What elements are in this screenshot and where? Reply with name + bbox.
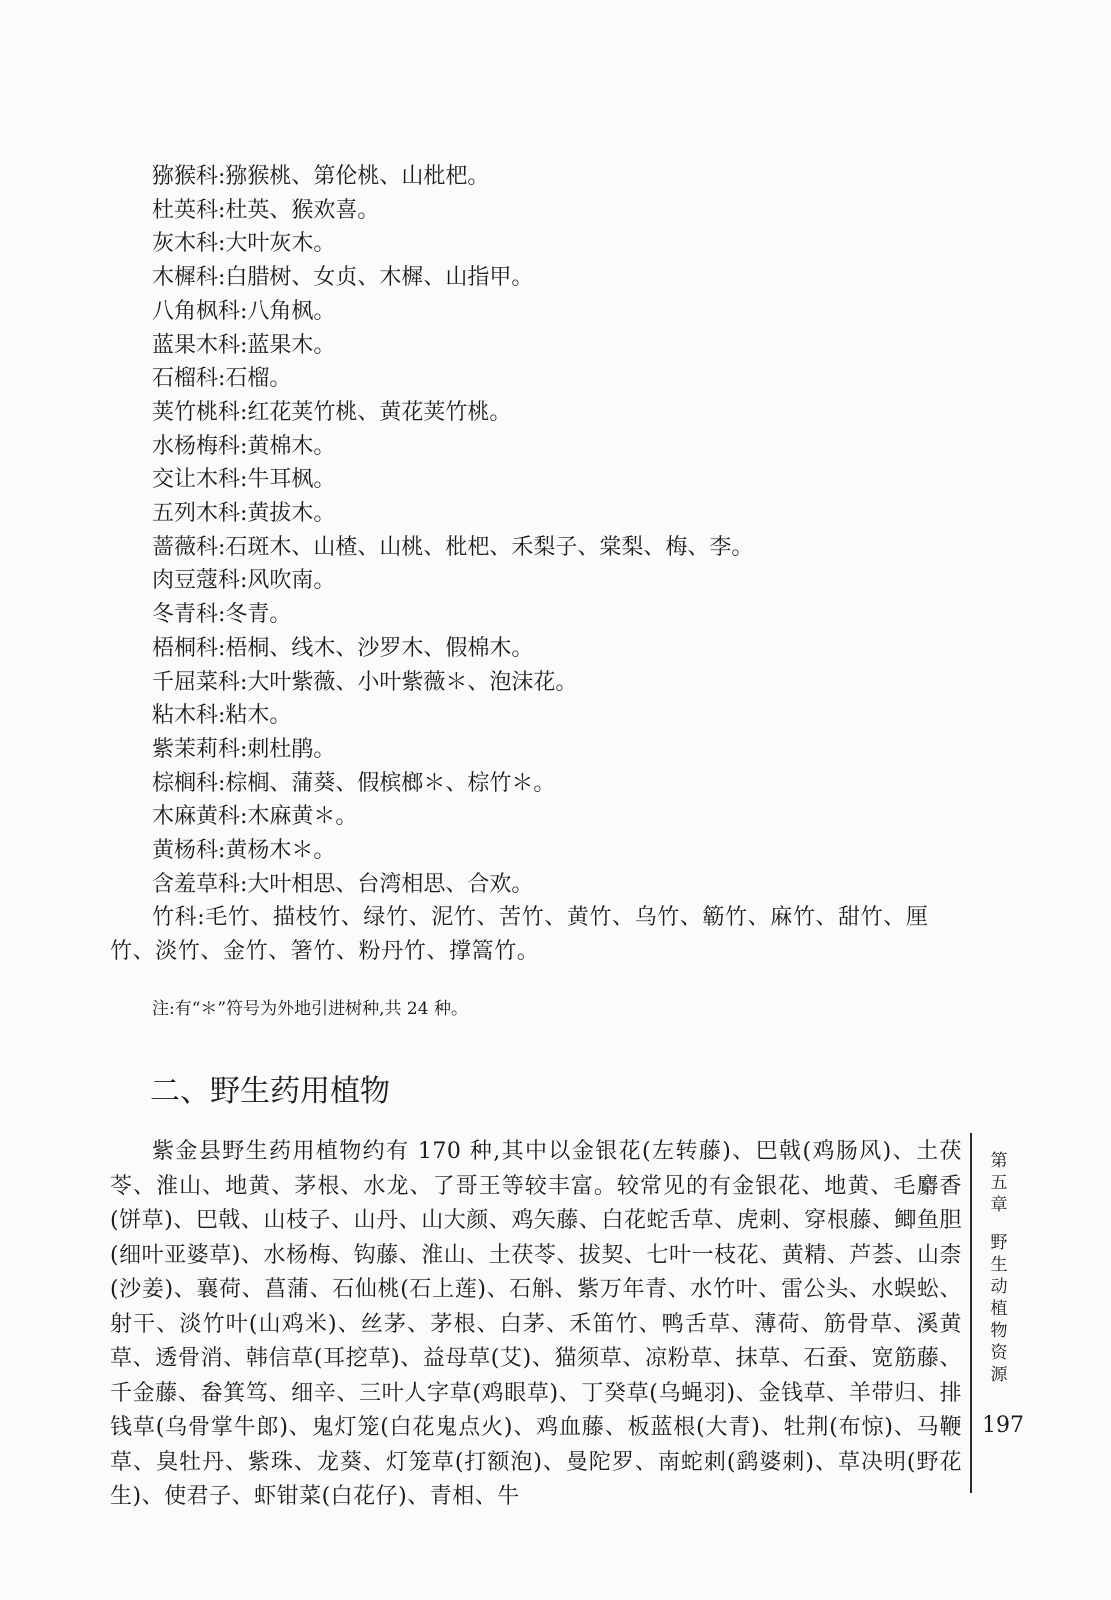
running-head-char: 生 — [990, 1255, 1008, 1275]
family-line: 灰木科:大叶灰木。 — [152, 231, 336, 257]
running-head-char: 源 — [990, 1365, 1008, 1385]
family-line: 荚竹桃科:红花荚竹桃、黄花荚竹桃。 — [152, 399, 512, 425]
running-head-char: 五 — [990, 1173, 1008, 1193]
running-head-char: 野 — [990, 1233, 1008, 1253]
running-head-char: 资 — [990, 1343, 1008, 1363]
chapter-title — [988, 1232, 1010, 1386]
footnote: 注:有“＊”符号为外地引进树种,共 24 种。 — [152, 999, 468, 1019]
family-line: 黄杨科:黄杨木＊。 — [152, 838, 336, 864]
family-line: 千屈菜科:大叶紫薇、小叶紫薇＊、泡沫花。 — [152, 669, 578, 695]
family-line: 棕榈科:棕榈、蒲葵、假槟榔＊、棕竹＊。 — [152, 770, 556, 796]
chapter-label — [988, 1150, 1010, 1216]
family-line: 肉豆蔻科:风吹南。 — [152, 568, 336, 594]
family-list — [110, 160, 960, 969]
running-head-char: 第 — [990, 1151, 1008, 1171]
family-line: 八角枫科:八角枫。 — [152, 298, 336, 324]
margin-rule — [970, 1133, 972, 1493]
family-line: 水杨梅科:黄棉木。 — [152, 433, 336, 459]
family-line: 蓝果木科:蓝果木。 — [152, 332, 336, 358]
family-line: 木麻黄科:木麻黄＊。 — [152, 804, 358, 830]
family-line: 五列木科:黄拔木。 — [152, 501, 336, 527]
running-head-char: 植 — [990, 1299, 1008, 1319]
family-line: 蔷薇科:石斑木、山楂、山桃、枇杷、禾梨子、棠梨、梅、李。 — [152, 534, 754, 560]
family-line: 梧桐科:梧桐、线木、沙罗木、假棉木。 — [152, 635, 534, 661]
family-line: 粘木科:粘木。 — [152, 703, 292, 729]
family-line: 紫茉莉科:刺杜鹃。 — [152, 736, 336, 762]
family-line: 木樨科:白腊树、女贞、木樨、山指甲。 — [152, 265, 534, 291]
family-line: 杜英科:杜英、猴欢喜。 — [152, 197, 380, 223]
family-line: 冬青科:冬青。 — [152, 602, 292, 628]
body-paragraph: 紫金县野生药用植物约有 170 种,其中以金银花(左转藤)、巴戟(鸡肠风)、土茯苓、淮山、地黄、茅根、水龙、了哥王等较丰富。较常见的有金银花、地黄、毛麝香(饼草)、巴戟、山枝子、山丹、山大颜、鸡矢藤、白花蛇舌草、虎刺、穿根藤、鲫鱼胆(细叶亚婆草)、水杨梅、钩藤、淮山、土茯苓、拔契、七叶一枝花、黄精、芦荟、山柰(沙姜)、襄荷、菖蒲、石仙桃(石上莲)、石斛、紫万年青、水竹叶、雷公头、水蜈蚣、射干、淡竹叶(山鸡米)、丝茅、茅根、白茅、禾笛竹、鸭舌草、薄荷、筋骨草、溪黄草、透骨消、韩信草(耳挖草)、益母草(艾)、猫须草、凉粉草、抹草、石蚕、宽筋藤、千金藤、畚箕笃、细辛、三叶人字草(鸡眼草)、丁癸草(乌蝇羽)、金钱草、羊带归、排钱草(乌骨掌牛郎)、鬼灯笼(白花鬼点火)、鸡血藤、板蓝根(大青)、牡荆(布惊)、马鞭草、臭牡丹、紫珠、龙葵、灯笼草(打额泡)、曼陀罗、南蛇刺(鹞婆刺)、草决明(野花生)、使君子、虾钳菜(白花仔)、青相、牛 — [110, 1139, 962, 1509]
running-head-char: 动 — [990, 1277, 1008, 1297]
page-number: 197 — [982, 1413, 1024, 1438]
section-heading: 二、野生药用植物 — [150, 1074, 390, 1109]
bamboo-family-line: 竹科:毛竹、描枝竹、绿竹、泥竹、苦竹、黄竹、乌竹、簕竹、麻竹、甜竹、厘竹、淡竹、金竹、箸竹、粉丹竹、撑篙竹。 — [110, 905, 929, 965]
family-line: 石榴科:石榴。 — [152, 366, 292, 392]
running-head-char: 章 — [990, 1195, 1008, 1215]
family-line: 交让木科:牛耳枫。 — [152, 467, 336, 493]
running-head — [988, 1150, 1010, 1386]
family-line: 含羞草科:大叶相思、台湾相思、合欢。 — [152, 871, 534, 897]
running-head-char: 物 — [990, 1321, 1008, 1341]
family-line: 猕猴科:猕猴桃、第伦桃、山枇杷。 — [152, 164, 490, 189]
